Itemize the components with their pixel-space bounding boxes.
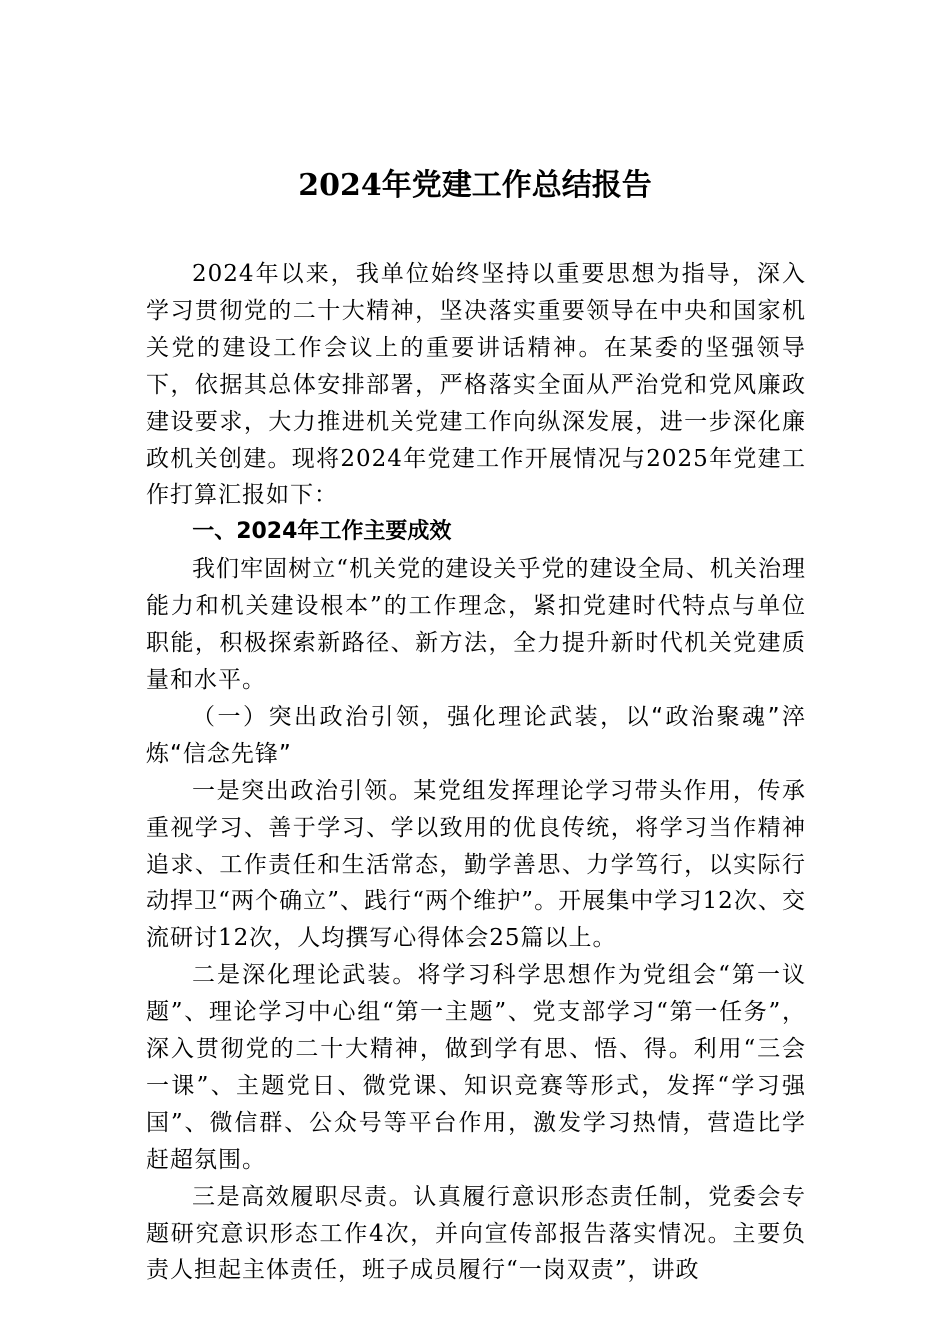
section-heading-1: 一、2024年工作主要成效 xyxy=(192,519,452,545)
point-3-paragraph: 三是高效履职尽责。认真履行意识形态责任制，党委会专题研究意识形态工作4次，并向宣传部报告落实情况。主要负责人担起主体责任，班子成员履行“一岗双责”，讲政 xyxy=(146,1183,806,1284)
document-title: 2024年党建工作总结报告 xyxy=(298,168,652,203)
section-1-intro-paragraph: 我们牢固树立“机关党的建设关乎党的建设全局、机关治理能力和机关建设根本”的工作理念，紧扣党建时代特点与单位职能，积极探索新路径、新方法，全力提升新时代机关党建质量和水平。 xyxy=(146,556,806,693)
subsection-heading-1: （一）突出政治引领，强化理论武装，以“政治聚魂”淬炼“信念先锋” xyxy=(146,703,806,767)
intro-paragraph: 2024年以来，我单位始终坚持以重要思想为指导，深入学习贯彻党的二十大精神，坚决落实重要领导在中央和国家机关党的建设工作会议上的重要讲话精神。在某委的坚强领导下，依据其总体安排部署，严格落实全面从严治党和党风廉政建设要求，大力推进机关党建工作向纵深发展，进一步深化廉政机关创建。现将2024年党建工作开展情况与2025年党建工作打算汇报如下： xyxy=(146,261,806,509)
document-body xyxy=(146,256,806,1289)
point-1-paragraph: 一是突出政治引领。某党组发挥理论学习带头作用，传承重视学习、善于学习、学以致用的优良传统，将学习当作精神追求、工作责任和生活常态，勤学善思、力学笃行，以实际行动捍卫“两个确立”、践行“两个维护”。开展集中学习12次、交流研讨12次，人均撰写心得体会25篇以上。 xyxy=(146,777,806,952)
point-2-paragraph: 二是深化理论武装。将学习科学思想作为党组会“第一议题”、理论学习中心组“第一主题”、党支部学习“第一任务”，深入贯彻党的二十大精神，做到学有思、悟、得。利用“三会一课”、主题党日、微党课、知识竞赛等形式，发挥“学习强国”、微信群、公众号等平台作用，激发学习热情，营造比学赶超氛围。 xyxy=(146,962,806,1173)
